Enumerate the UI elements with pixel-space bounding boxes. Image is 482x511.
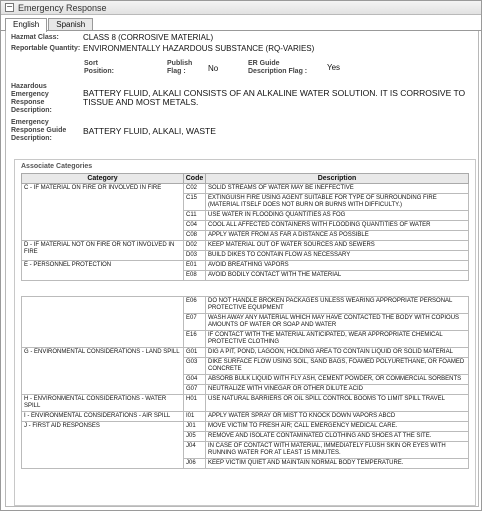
table-row: [22, 184, 469, 194]
category-cell: C - IF MATERIAL ON FIRE OR INVOLVED IN FIRE: [22, 184, 184, 241]
code-cell: E08: [184, 271, 206, 281]
code-cell: H01: [184, 395, 206, 412]
description-cell: APPLY WATER FROM AS FAR A DISTANCE AS POSSIBLE: [206, 231, 469, 241]
code-cell: C11: [184, 211, 206, 221]
hazmat-class-value: CLASS 8 (CORROSIVE MATERIAL): [83, 33, 214, 42]
description-cell: ABSORB BULK LIQUID WITH FLY ASH, CEMENT POWDER, OR COMMERCIAL SORBENTS: [206, 375, 469, 385]
description-cell: NEUTRALIZE WITH VINEGAR OR OTHER DILUTE ACID: [206, 385, 469, 395]
description-cell: APPLY WATER SPRAY OR MIST TO KNOCK DOWN VAPORS ABCD: [206, 412, 469, 422]
collapse-icon[interactable]: −: [6, 2, 13, 11]
guide-description-value: BATTERY FLUID, ALKALI, WASTE: [83, 126, 216, 136]
description-cell: MOVE VICTIM TO FRESH AIR; CALL EMERGENCY MEDICAL CARE.: [206, 422, 469, 432]
category-cell: [22, 297, 184, 348]
rendering-gap: [22, 281, 469, 297]
code-cell: E01: [184, 261, 206, 271]
description-cell: KEEP VICTIM QUIET AND MAINTAIN NORMAL BODY TEMPERATURE.: [206, 459, 469, 469]
reportable-quantity-label: Reportable Quantity:: [11, 45, 81, 52]
description-cell: KEEP MATERIAL OUT OF WATER SOURCES AND SEWERS: [206, 241, 469, 251]
description-cell: AVOID BREATHING VAPORS: [206, 261, 469, 271]
sort-position-label: Sort Position:: [84, 60, 114, 75]
code-cell: C02: [184, 184, 206, 194]
description-cell: COOL ALL AFFECTED CONTAINERS WITH FLOODING QUANTITIES OF WATER: [206, 221, 469, 231]
hazmat-class-label: Hazmat Class:: [11, 34, 59, 41]
category-cell: J - FIRST AID RESPONSES: [22, 422, 184, 469]
description-cell: DIG A PIT, POND, LAGOON, HOLDING AREA TO CONTAIN LIQUID OR SOLID MATERIAL: [206, 348, 469, 358]
publish-flag-label: Publish Flag :: [167, 60, 193, 75]
hazardous-description-label: Hazardous Emergency Response Description:: [11, 83, 52, 114]
guide-description-label: Emergency Response Guide Description:: [11, 119, 67, 142]
code-cell: E07: [184, 314, 206, 331]
tab-spanish[interactable]: Spanish: [48, 18, 93, 30]
table-row: [22, 422, 469, 432]
code-cell: J04: [184, 442, 206, 459]
category-cell: D - IF MATERIAL NOT ON FIRE OR NOT INVOLVED IN FIRE: [22, 241, 184, 261]
er-guide-flag-label: ER Guide Description Flag :: [248, 60, 308, 75]
tab-english[interactable]: English: [5, 18, 47, 32]
description-cell: IF CONTACT WITH THE MATERIAL ANTICIPATED, WEAR APPROPRIATE CHEMICAL PROTECTIVE CLOTHING: [206, 331, 469, 348]
code-cell: E16: [184, 331, 206, 348]
category-cell: I - ENVIRONMENTAL CONSIDERATIONS - AIR SPILL: [22, 412, 184, 422]
code-cell: I01: [184, 412, 206, 422]
code-cell: G01: [184, 348, 206, 358]
description-cell: DIKE SURFACE FLOW USING SOIL, SAND BAGS, FOAMED POLYURETHANE, OR FOAMED CONCRETE: [206, 358, 469, 375]
table-row: [22, 412, 469, 422]
code-cell: C15: [184, 194, 206, 211]
code-cell: J05: [184, 432, 206, 442]
tab-content: [5, 31, 479, 507]
associate-categories-group: [14, 159, 476, 506]
description-cell: DO NOT HANDLE BROKEN PACKAGES UNLESS WEARING APPROPRIATE PERSONAL PROTECTIVE EQUIPMENT: [206, 297, 469, 314]
reportable-quantity-value: ENVIRONMENTALLY HAZARDOUS SUBSTANCE (RQ-VARIES): [83, 44, 315, 53]
er-guide-flag-value: Yes: [327, 63, 341, 72]
category-cell: G - ENVIRONMENTAL CONSIDERATIONS - LAND SPILL: [22, 348, 184, 395]
code-cell: C04: [184, 221, 206, 231]
description-cell: AVOID BODILY CONTACT WITH THE MATERIAL: [206, 271, 469, 281]
code-cell: C08: [184, 231, 206, 241]
table-row: [22, 395, 469, 412]
code-cell: D02: [184, 241, 206, 251]
table-row: [22, 241, 469, 251]
code-cell: D03: [184, 251, 206, 261]
panel-header: [1, 1, 481, 15]
hazardous-description-value: BATTERY FLUID, ALKALI CONSISTS OF AN ALKALINE WATER SOLUTION. IT IS CORROSIVE TO TISSUE AND MOST METALS.: [83, 88, 466, 107]
column-header-code[interactable]: Code: [184, 174, 206, 184]
category-cell: E - PERSONNEL PROTECTION: [22, 261, 184, 281]
code-cell: E06: [184, 297, 206, 314]
description-cell: USE NATURAL BARRIERS OR OIL SPILL CONTROL BOOMS TO LIMIT SPILL TRAVEL: [206, 395, 469, 412]
panel-title: Emergency Response: [18, 2, 107, 13]
code-cell: G03: [184, 358, 206, 375]
description-cell: REMOVE AND ISOLATE CONTAMINATED CLOTHING AND SHOES AT THE SITE.: [206, 432, 469, 442]
associate-categories-table: [21, 173, 469, 469]
table-row: [22, 348, 469, 358]
description-cell: EXTINGUISH FIRE USING AGENT SUITABLE FOR TYPE OF SURROUNDING FIRE (MATERIAL ITSELF DOES NOT BURN OR BURNS WITH DIFFICULTY.): [206, 194, 469, 211]
column-header-description[interactable]: Description: [206, 174, 469, 184]
language-tabs: [1, 15, 481, 31]
description-cell: SOLID STREAMS OF WATER MAY BE INEFFECTIVE: [206, 184, 469, 194]
associate-categories-title: Associate Categories: [21, 163, 93, 170]
table-row: [22, 261, 469, 271]
table-row: [22, 297, 469, 314]
description-cell: BUILD DIKES TO CONTAIN FLOW AS NECESSARY: [206, 251, 469, 261]
column-header-category[interactable]: Category: [22, 174, 184, 184]
code-cell: J06: [184, 459, 206, 469]
code-cell: J01: [184, 422, 206, 432]
description-cell: WASH AWAY ANY MATERIAL WHICH MAY HAVE CONTACTED THE BODY WITH COPIOUS AMOUNTS OF WATER OR SOAP AND WATER: [206, 314, 469, 331]
code-cell: G04: [184, 375, 206, 385]
code-cell: G07: [184, 385, 206, 395]
publish-flag-value: No: [208, 64, 219, 73]
description-cell: IN CASE OF CONTACT WITH MATERIAL, IMMEDIATELY FLUSH SKIN OR EYES WITH RUNNING WATER FOR AT LEAST 15 MINUTES.: [206, 442, 469, 459]
description-cell: USE WATER IN FLOODING QUANTITIES AS FOG: [206, 211, 469, 221]
category-cell: H - ENVIRONMENTAL CONSIDERATIONS - WATER SPILL: [22, 395, 184, 412]
